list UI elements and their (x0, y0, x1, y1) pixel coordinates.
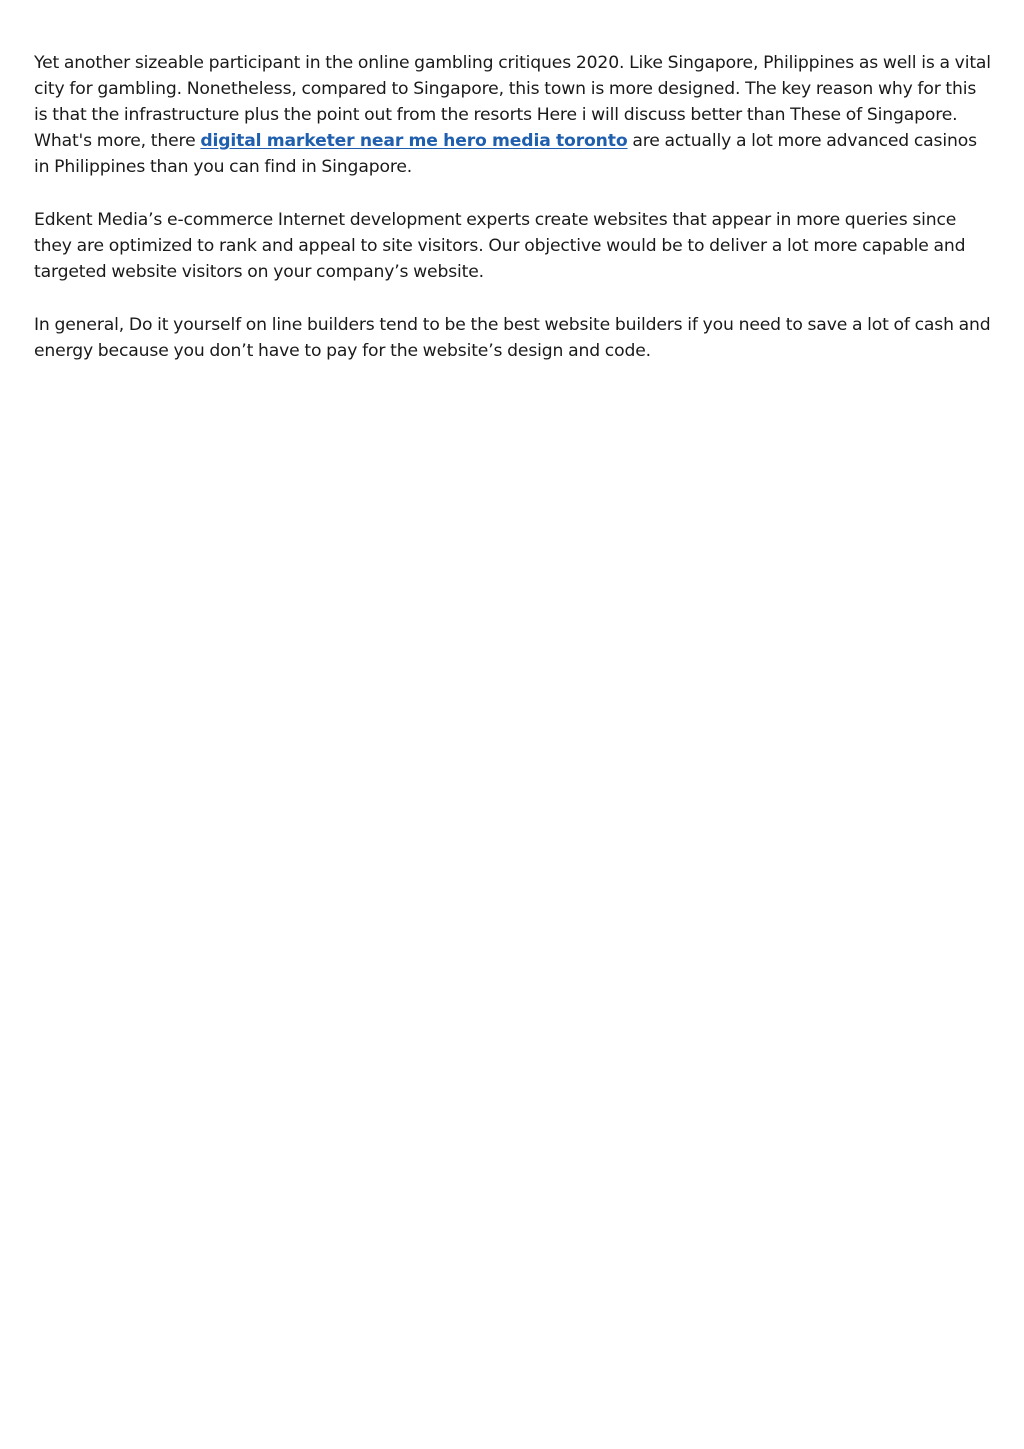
paragraph-gambling-text-before-link: Yet another sizeable participant in the online gambling critiques 2020. Like Singapore, Philippines as well is a vital city for gambling. Nonetheless, compared to Singapore, this town is more designed. The key reason why for this is that the infrastructure plus the point out from the resorts Here i will discuss better than These of Singapore. What's more, there (34, 53, 991, 151)
paragraph-edkent-media: Edkent Media’s e-commerce Internet development experts create websites that appear in more queries since they are optimized to rank and appeal to site visitors. Our objective would be to deliver a lot more capable and targeted website visitors on your company’s website. (34, 210, 966, 282)
document-body (34, 50, 994, 391)
paragraph-gambling (34, 50, 994, 180)
hero-media-toronto-link[interactable]: digital marketer near me hero media toronto (200, 131, 628, 151)
paragraph-gambling-text-after-link: are actually a lot more advanced casinos in Philippines than you can find in Singapore. (34, 131, 977, 177)
paragraph-website-builders: In general, Do it yourself on line builders tend to be the best website builders if you need to save a lot of cash and energy because you don’t have to pay for the website’s design and code. (34, 315, 991, 361)
